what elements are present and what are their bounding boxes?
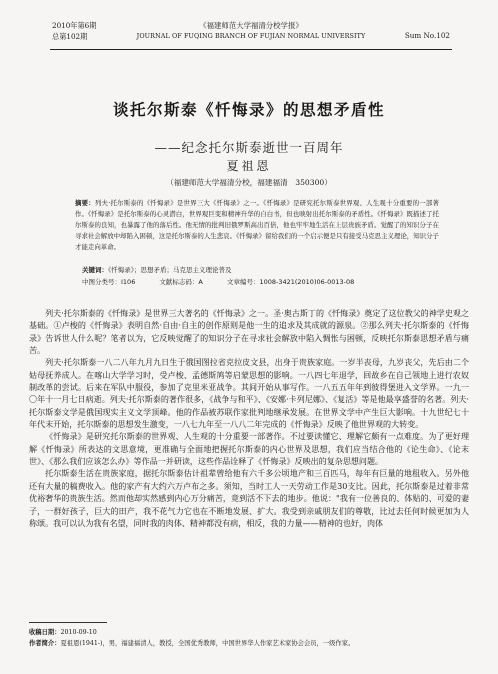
article-title: 谈托尔斯泰《忏悔录》的思想矛盾性 <box>112 101 385 119</box>
footnote-rule <box>29 622 107 623</box>
total-issue-number: 总第102期 <box>52 32 88 41</box>
document-code: 文献标志码：A <box>159 278 203 286</box>
article-body <box>29 308 469 530</box>
header-rule <box>50 49 452 50</box>
keywords-label: 关键词： <box>82 266 108 274</box>
issue-number: 2010年第6期 <box>52 21 97 30</box>
received-date <box>29 627 469 638</box>
journal-name-en: JOURNAL OF FUQING BRANCH OF FUJIAN NORMAL UNIVERSITY <box>136 32 366 40</box>
author-name: 夏祖恩 <box>226 159 272 173</box>
article-id: 文章编号：1008-3421(2010)06-0013-08 <box>226 278 355 286</box>
footnote <box>29 627 469 649</box>
journal-name-cn: 《福建师范大学福清分校学报》 <box>199 21 303 30</box>
journal-name <box>52 20 450 42</box>
received-label: 收稿日期： <box>29 629 61 636</box>
classification-line <box>82 277 376 286</box>
received-value: 2010-09-10 <box>60 629 97 636</box>
abstract-text: 列夫·托尔斯泰的《忏悔录》是世界三大《忏悔录》之一。《忏悔录》是研究托尔斯泰世界观、人生观十分重要的一部著作。《忏悔录》是托尔斯泰的心灵潜白，世界观巨变和精神升华的自白书，但也映射出托尔斯泰的矛盾性。《忏悔录》既描述了托尔斯泰的良知，也暴露了他的落后性。他无情的批判旧俄罗斯高出百倍，他也牢牢地生活在上层贵族矛盾。觉醒了的知识分子在寻求社会解放中却陷入困顿，这是托尔斯泰的人生悲哀。《忏悔录》留给我们的一个启示便是只有接受马克思主义理论，知识分子才能走向革命。 <box>75 199 439 251</box>
abstract <box>75 198 439 253</box>
author-affiliation: （福建师范大学福清分校，福建福清 350300） <box>166 178 332 187</box>
keywords <box>82 265 232 274</box>
keywords-text: 《忏悔录》；思想矛盾；马克思主义理论普及 <box>108 266 232 274</box>
author-bio-label: 作者简介： <box>29 640 61 647</box>
body-paragraph: 托尔斯泰生活在贵族家庭，据托尔斯泰估计祖辈曾给他有六千多公顷地产和三百匹马，每年有巨量的地租收入。另外他还有大量的稿费收入。他的家产有大约六万卢布之多。须知，当时工人一天劳动工作是30支比。因此，托尔斯泰是过着非常优裕奢华的贵族生活。然而他却实然感到内心万分痛苦，竟到活不下去的地步。他说："我有一位善良的、体贴的、可爱的妻子，一群好孩子，巨大的田产，我不花气力它也在不断地发展、扩大。我受到亲戚朋友们的尊敬，比过去任何时候更加为人称颂。我可以认为我有名望，同时我的肉体、精神都没有病，相反，我的力量——精神的也好，肉体 <box>29 469 469 528</box>
sum-number: Sum No.102 <box>404 31 450 40</box>
author-bio-text: 夏祖恩(1941-)，男，福建福清人，教授，全国优秀教师，中国世界华人作家艺术家协会会员，一级作家。 <box>60 640 355 647</box>
abstract-label: 摘要： <box>75 199 95 207</box>
article-subtitle: ——纪念托尔斯泰逝世一百周年 <box>154 140 344 155</box>
body-paragraph: 列夫·托尔斯泰一八二八年九月九日生于俄国图拉省克拉皮文县，出身于贵族家庭。一岁半丧母，九岁丧父，先后由二个姑母抚养成人。在喀山大学学习时，受卢梭、孟德斯鸠等启蒙思想的影响。一八四七年退学，回故乡在自己领地上进行农奴制改革的尝试。后来在军队中服役，参加了克里米亚战争。其间开始从事写作。一八五五年年到彼得堡进入文学界。一九一〇年十一月七日病逝。列夫·托尔斯泰的著作很多，《战争与和平》、《安娜·卡列尼娜》、《复活》等是他最享盛誉的名著。列夫·托尔斯泰文学是俄国现实主义文学顶峰。他的作品被苏联作家批判地继承发展。在世界文学中产生巨大影响。十九世纪七十年代末开始，托尔斯泰的思想发生激变，一八七九年至一八八二年完成的《忏悔录》反映了他世界观的大转变。 <box>29 358 469 430</box>
body-paragraph: 列夫·托尔斯泰的《忏悔录》是世界三大著名的《忏悔录》之一。圣·奥古斯丁的《忏悔录》奠定了这位教父的神学史观之基础。①卢梭的《忏悔录》表明自然·自由·自主的创作原则是他一生的追求及其成就的源泉。②那么列夫·托尔斯泰的《忏悔录》告诉世人什么呢？笔者以为，它反映觉醒了的知识分子在寻求社会解放中陷入惆怅与困顿，反映托尔斯泰思想矛盾与痛苦。 <box>29 309 469 356</box>
body-paragraph: 《忏悔录》是研究托尔斯泰的世界观、人生观的十分重要一部著作。不过要读懂它、理解它颇有一点难度。为了更好理解《忏悔录》所表达的文思意境，更准确与全面地把握托尔斯泰的内心世界及思想，我们应当结合他的《论生命》、《论末世》、《那么我们应该怎么办》等作品一并研读，这些作品诠释了《忏悔录》反映出的复杂思想问题。 <box>29 432 469 467</box>
author-bio <box>29 638 469 649</box>
running-header <box>52 20 450 50</box>
clc-number: 中图分类号：I106 <box>82 278 136 286</box>
